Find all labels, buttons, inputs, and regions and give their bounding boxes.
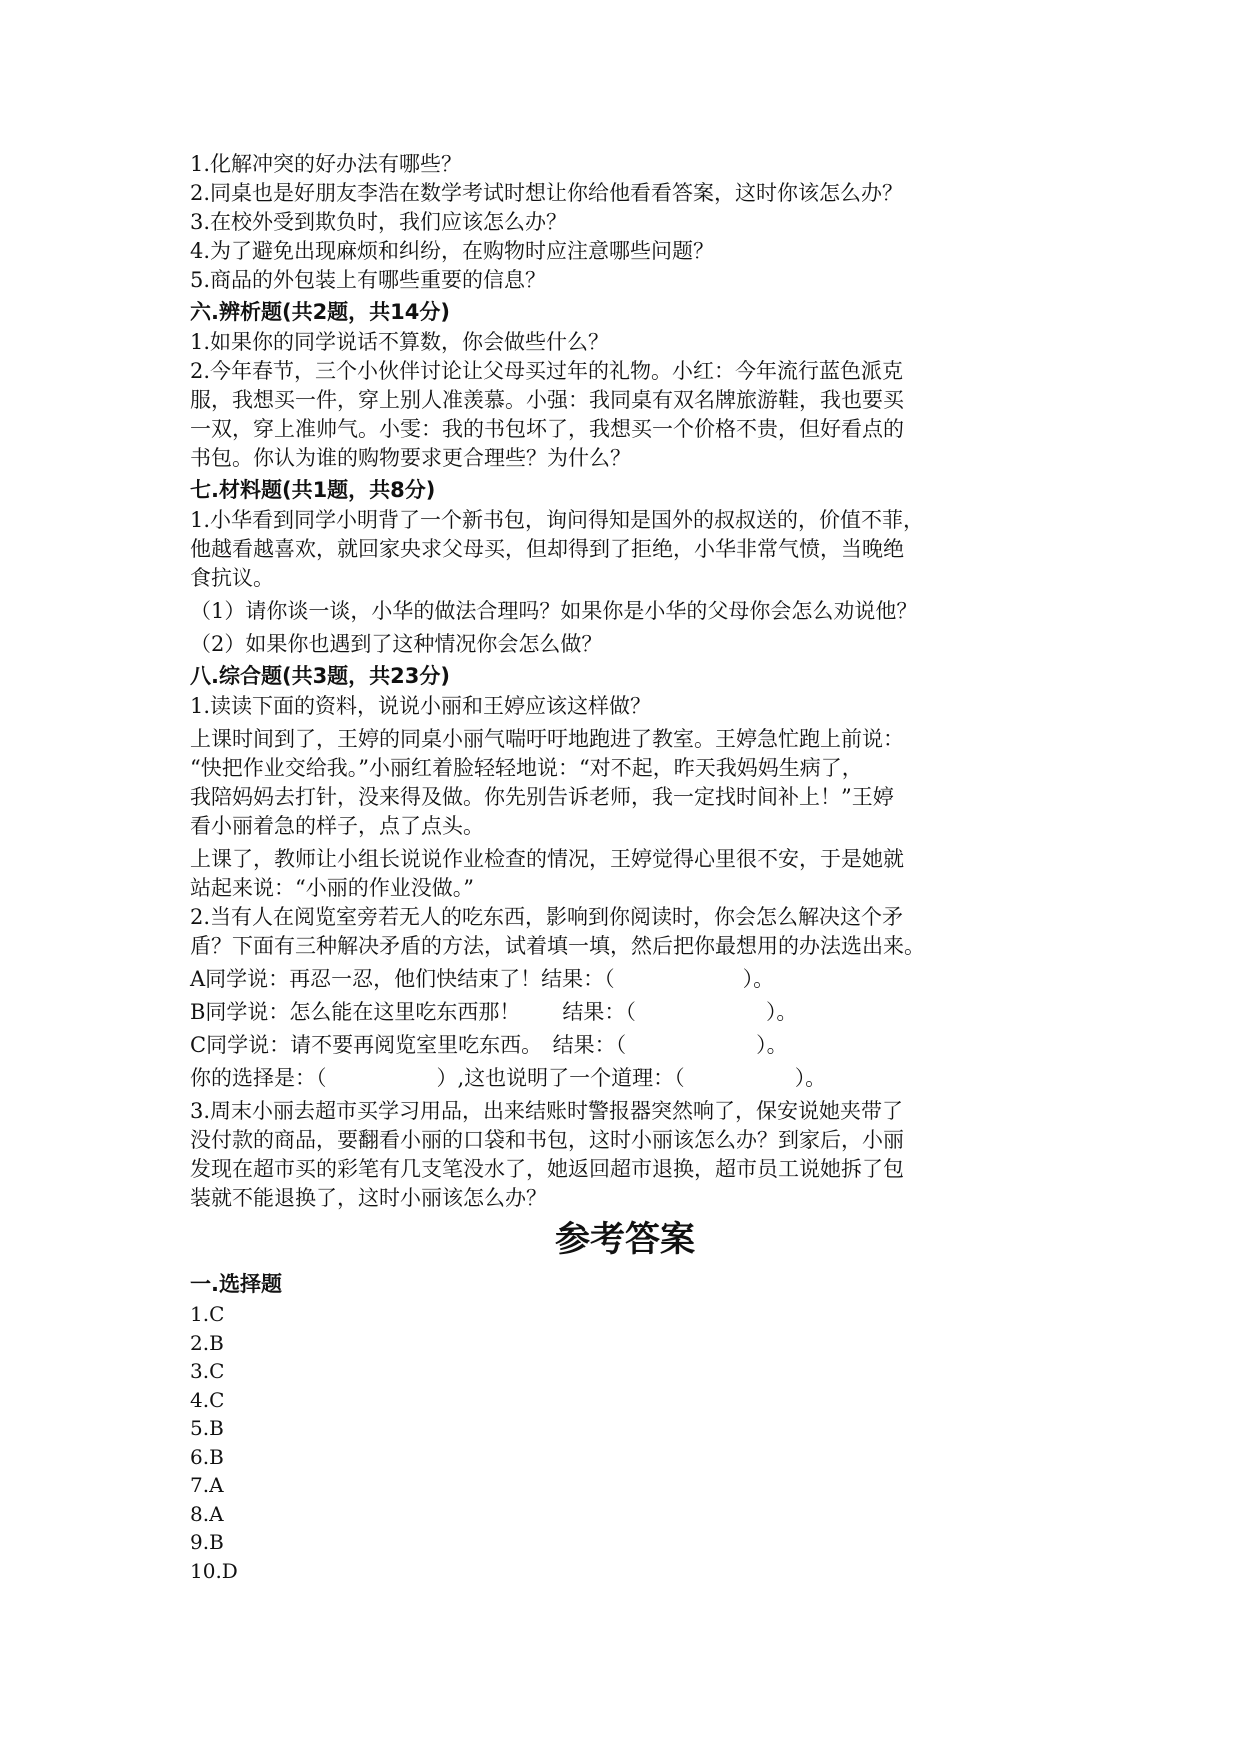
question-line: 2.当有人在阅览室旁若无人的吃东西，影响到你阅读时，你会怎么解决这个矛 bbox=[190, 905, 904, 929]
answer-item: 8.A bbox=[190, 1501, 224, 1526]
reading-passage-2 bbox=[190, 845, 1060, 903]
section6-q2 bbox=[190, 357, 1060, 473]
question-line: 1.如果你的同学说话不算数，你会做些什么？ bbox=[190, 330, 610, 354]
question-line: 一双，穿上准帅气。小雯：我的书包坏了，我想买一个价格不贵，但好看点的 bbox=[190, 417, 904, 441]
passage-line: 上课时间到了，王婷的同桌小丽气喘吁吁地跑进了教室。王婷急忙跑上前说： bbox=[190, 727, 904, 751]
answers-title: 参考答案 bbox=[554, 1220, 695, 1260]
section8-heading: 八.综合题(共3题，共23分) bbox=[190, 664, 451, 688]
question-line: 1.小华看到同学小明背了一个新书包，询问得知是国外的叔叔送的，价值不菲， bbox=[190, 508, 925, 532]
section5-questions bbox=[190, 150, 1060, 295]
question-line: 他越看越喜欢，就回家央求父母买，但却得到了拒绝，小华非常气愤，当晚绝 bbox=[190, 537, 904, 561]
fill-line-c bbox=[190, 1031, 1060, 1060]
fill-line-a bbox=[190, 965, 1060, 994]
fill-line-b bbox=[190, 998, 1060, 1027]
question-line: 1.读读下面的资料，说说小丽和王婷应该这样做？ bbox=[190, 694, 652, 718]
question-line: 发现在超市买的彩笔有几支笔没水了，她返回超市退换，超市员工说她拆了包 bbox=[190, 1157, 904, 1181]
answer-item: 5.B bbox=[190, 1416, 224, 1440]
question-line: 2.今年春节，三个小伙伴讨论让父母买过年的礼物。小红：今年流行蓝色派克 bbox=[190, 359, 904, 383]
answer-item: 7.A bbox=[190, 1473, 224, 1497]
sub-question: （1）请你谈一谈，小华的做法合理吗？如果你是小华的父母你会怎么劝说他？ bbox=[190, 599, 918, 623]
answer-item: 3.C bbox=[190, 1359, 225, 1383]
fill-suffix: ）。 bbox=[794, 1066, 827, 1090]
question-line: 5.商品的外包装上有哪些重要的信息？ bbox=[190, 268, 547, 292]
answer-item: 6.B bbox=[190, 1444, 224, 1469]
question-line: 1.化解冲突的好办法有哪些？ bbox=[190, 152, 463, 176]
fill-prefix: 你的选择是：（ bbox=[190, 1066, 327, 1090]
section7-q1 bbox=[190, 506, 1060, 593]
question-line: 3.周末小丽去超市买学习用品，出来结账时警报器突然响了，保安说她夹带了 bbox=[190, 1099, 904, 1123]
fill-suffix: ）。 bbox=[756, 1033, 788, 1057]
reading-passage-1 bbox=[190, 725, 1060, 841]
passage-line: “快把作业交给我。”小丽红着脸轻轻地说：“对不起，昨天我妈妈生病了， bbox=[190, 756, 863, 780]
section8-q3 bbox=[190, 1097, 1060, 1213]
question-line: 食抗议。 bbox=[190, 566, 274, 590]
section8-q2 bbox=[190, 903, 1060, 961]
answer-item: 10.D bbox=[190, 1558, 238, 1583]
question-line: 装就不能退换了，这时小丽该怎么办？ bbox=[190, 1186, 547, 1210]
question-line: 服，我想买一件，穿上别人准羡慕。小强：我同桌有双名牌旅游鞋，我也要买 bbox=[190, 388, 904, 412]
question-line: 没付款的商品，要翻看小丽的口袋和书包，这时小丽该怎么办？到家后，小丽 bbox=[190, 1128, 904, 1152]
fill-suffix: ）。 bbox=[765, 1000, 798, 1024]
answers-section1-heading: 一.选择题 bbox=[190, 1272, 282, 1296]
question-line: 书包。你认为谁的购物要求更合理些？为什么？ bbox=[190, 446, 631, 470]
question-line: 3.在校外受到欺负时，我们应该怎么办？ bbox=[190, 210, 568, 234]
section7-heading: 七.材料题(共1题，共8分) bbox=[190, 478, 436, 502]
fill-prefix: A同学说：再忍一忍，他们快结束了！结果：（ bbox=[190, 967, 615, 991]
answer-item: 9.B bbox=[190, 1530, 224, 1554]
fill-prefix: C同学说：请不要再阅览室里吃东西。 结果：（ bbox=[190, 1033, 627, 1057]
choice-line bbox=[190, 1064, 1060, 1093]
question-line: 2.同桌也是好朋友李浩在数学考试时想让你给他看看答案，这时你该怎么办？ bbox=[190, 181, 904, 205]
passage-line: 我陪妈妈去打针，没来得及做。你先别告诉老师，我一定找时间补上！”王婷 bbox=[190, 785, 894, 809]
passage-line: 站起来说：“小丽的作业没做。” bbox=[190, 876, 474, 900]
fill-suffix: ）。 bbox=[742, 967, 775, 991]
answer-item: 2.B bbox=[190, 1330, 224, 1355]
fill-prefix: B同学说：怎么能在这里吃东西那！ 结果：（ bbox=[190, 1000, 636, 1024]
passage-line: 上课了，教师让小组长说说作业检查的情况，王婷觉得心里很不安，于是她就 bbox=[190, 847, 904, 871]
exam-page bbox=[190, 150, 1060, 1585]
section6-heading: 六.辨析题(共2题，共14分) bbox=[190, 300, 451, 324]
answer-item: 4.C bbox=[190, 1387, 225, 1412]
fill-middle: ）,这也说明了一个道理：（ bbox=[436, 1066, 685, 1090]
answer-item: 1.C bbox=[190, 1302, 225, 1326]
sub-question: （2）如果你也遇到了这种情况你会怎么做？ bbox=[190, 632, 603, 656]
question-line: 4.为了避免出现麻烦和纠纷，在购物时应注意哪些问题？ bbox=[190, 239, 715, 263]
passage-line: 看小丽着急的样子，点了点头。 bbox=[190, 814, 484, 838]
answer-list bbox=[190, 1300, 1060, 1585]
question-line: 盾？下面有三种解决矛盾的方法，试着填一填，然后把你最想用的办法选出来。 bbox=[190, 934, 925, 958]
